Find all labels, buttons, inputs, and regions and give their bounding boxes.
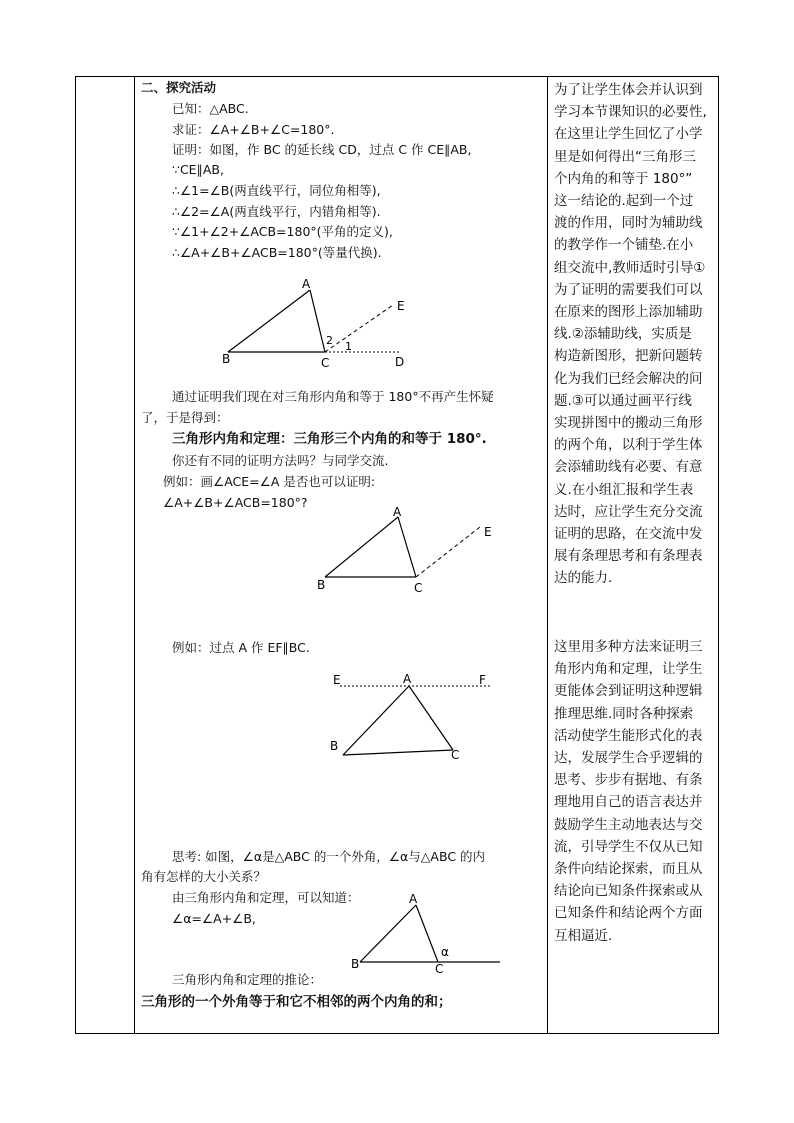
proof-step: ∵∠1+∠2+∠ACB=180°(平角的定义), <box>172 224 393 239</box>
figure-triangle-ace <box>310 503 510 598</box>
note-line: 为了证明的需要我们可以 <box>554 281 703 298</box>
after-proof-text-2: 了，于是得到： <box>141 410 229 425</box>
label-c: C <box>451 748 460 762</box>
teaching-note-2 <box>554 636 703 947</box>
note-line: 构造新图形，把新问题转 <box>554 348 703 365</box>
label-angle-1: 1 <box>345 340 352 353</box>
label-a: A <box>302 277 311 291</box>
example-1-line-1: 例如：画∠ACE=∠A 是否也可以证明: <box>163 474 376 489</box>
note-line: 思考、步步有据地、有条 <box>554 772 703 789</box>
proof-step: ∵CE∥AB, <box>172 162 224 177</box>
note-line: 鼓励学生主动地表达与交 <box>554 816 703 833</box>
label-c: C <box>414 581 423 595</box>
label-c: C <box>321 356 330 370</box>
label-c: C <box>435 962 444 975</box>
note-line: 证明的思路，在交流中发 <box>554 526 703 543</box>
note-line: 个内角的和等于 180°” <box>554 170 693 187</box>
label-b: B <box>222 352 231 366</box>
note-line: 的教学作一个铺垫.在小 <box>554 237 694 254</box>
label-a: A <box>393 505 402 519</box>
label-b: B <box>317 578 326 592</box>
note-line: 线.②添辅助线，实质是 <box>554 326 692 343</box>
note-line: 在原来的图形上添加辅助 <box>554 304 703 321</box>
proof-step: ∴∠A+∠B+∠ACB=180°(等量代换). <box>172 245 382 260</box>
note-line: 流，引导学生不仅从已知 <box>554 838 703 855</box>
note-line: 题.③可以通过画平行线 <box>554 392 692 409</box>
example-1-line-2: ∠A+∠B+∠ACB=180°? <box>163 495 308 510</box>
note-line: 结论向已知条件探索或从 <box>554 883 703 900</box>
note-line: 互相逼近. <box>554 927 613 944</box>
note-line: 为了让学生体会并认识到 <box>554 82 703 98</box>
figure-exterior-angle <box>345 890 510 975</box>
think-line-2: 角有怎样的大小关系？ <box>141 869 267 884</box>
corollary-label: 三角形内角和定理的推论： <box>172 972 323 987</box>
proof-intro: 证明：如图，作 BC 的延长线 CD，过点 C 作 CE∥AB, <box>172 142 472 157</box>
column-divider-left <box>134 77 135 1033</box>
label-f: F <box>479 673 486 687</box>
label-d: D <box>395 355 405 369</box>
column-divider-right <box>547 77 548 1033</box>
label-a: A <box>409 892 418 906</box>
proof-step: ∴∠1=∠B(两直线平行，同位角相等), <box>172 183 381 198</box>
other-methods-prompt: 你还有不同的证明方法吗？与同学交流. <box>172 453 389 468</box>
think-line-1: 思考: 如图，∠α是△ABC 的一个外角，∠α与△ABC 的内 <box>172 849 486 864</box>
label-angle-2: 2 <box>326 334 333 347</box>
alpha-equation: ∠α=∠A+∠B, <box>172 911 256 926</box>
note-line: 更能体会到证明这种逻辑 <box>554 683 703 700</box>
label-e: E <box>397 299 405 313</box>
example-2: 例如：过点 A 作 EF∥BC. <box>172 640 310 655</box>
note-line: 这一结论的.起到一个过 <box>554 193 694 210</box>
figure-triangle-parallel <box>325 670 495 765</box>
teaching-note-1 <box>554 79 707 590</box>
note-line: 渡的作用，同时为辅助线 <box>554 215 703 232</box>
section-heading: 二、探究活动 <box>141 80 217 95</box>
label-b: B <box>330 739 339 753</box>
known-statement: 已知：△ABC. <box>172 101 249 116</box>
label-a: A <box>403 672 412 686</box>
figure-triangle-extension <box>215 270 415 370</box>
note-line: 在这里让学生回忆了小学 <box>554 126 703 143</box>
note-line: 达的能力. <box>554 570 613 587</box>
note-line: 已知条件和结论两个方面 <box>554 905 703 922</box>
note-line: 条件向结论探索，而且从 <box>554 861 703 878</box>
note-line: 展有条理思考和有条理表 <box>554 548 703 565</box>
theorem-statement: 三角形内角和定理：三角形三个内角的和等于 180°. <box>172 431 487 447</box>
label-e: E <box>484 525 492 539</box>
note-line: 推理思维.同时各种探索 <box>554 705 694 722</box>
label-alpha: α <box>441 945 449 959</box>
note-line: 达，发展学生合乎逻辑的 <box>554 750 703 767</box>
from-theorem: 由三角形内角和定理，可以知道： <box>172 890 360 905</box>
note-line: 义.在小组汇报和学生表 <box>554 481 694 498</box>
note-line: 这里用多种方法来证明三 <box>554 639 703 655</box>
note-line: 的两个角，以利于学生体 <box>554 437 703 454</box>
note-line: 化为我们已经会解决的问 <box>554 370 703 387</box>
note-line: 里是如何得出“三角形三 <box>554 148 696 165</box>
corollary-statement: 三角形的一个外角等于和它不相邻的两个内角的和； <box>141 994 452 1010</box>
note-line: 活动使学生能形式化的表 <box>554 727 703 744</box>
note-line: 达时，应让学生充分交流 <box>554 503 703 520</box>
note-line: 会添辅助线有必要、有意 <box>554 459 703 476</box>
note-line: 角形内角和定理，让学生 <box>554 661 703 678</box>
after-proof-text: 通过证明我们现在对三角形内角和等于 180°不再产生怀疑 <box>172 389 494 404</box>
label-e: E <box>333 673 341 687</box>
note-line: 实现拼图中的搬动三角形 <box>554 415 703 432</box>
proof-step: ∴∠2=∠A(两直线平行，内错角相等). <box>172 204 381 219</box>
prove-statement: 求证：∠A+∠B+∠C=180°. <box>172 122 335 137</box>
label-b: B <box>351 957 360 971</box>
note-line: 组交流中,教师适时引导① <box>554 259 706 276</box>
note-line: 理地用自己的语言表达并 <box>554 794 703 811</box>
note-line: 学习本节课知识的必要性, <box>554 104 707 121</box>
